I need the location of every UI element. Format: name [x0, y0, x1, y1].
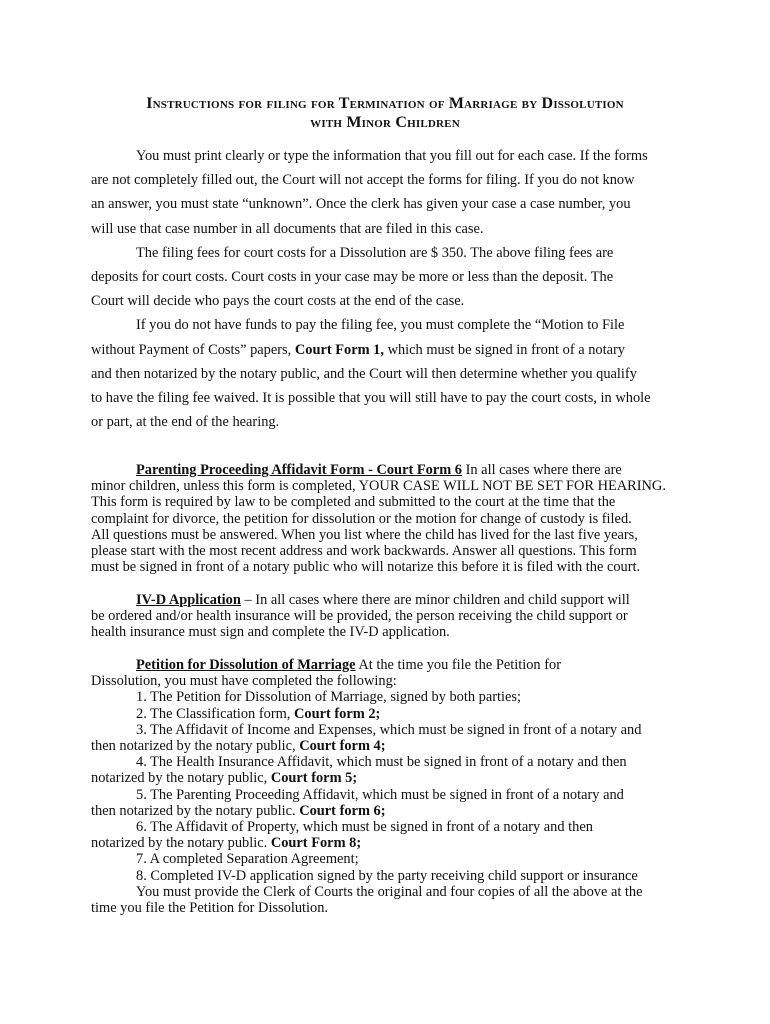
parenting-line: minor children, unless this form is completed, YOUR CASE WILL NOT BE SET FOR HEARING.	[91, 478, 666, 495]
intro-p3-line: to have the filing fee waived. It is possible that you will still have to pay the court costs, in whole	[91, 390, 651, 407]
closing-line: time you file the Petition for Dissolution.	[91, 900, 329, 917]
petition-line: Dissolution, you must have completed the following:	[91, 673, 397, 690]
petition-line	[91, 657, 689, 673]
list-item: 6. The Affidavit of Property, which must be signed in front of a notary and then	[136, 819, 593, 836]
list-item	[91, 706, 689, 722]
ivd-line	[91, 592, 689, 608]
parenting-line	[91, 462, 689, 478]
intro-p2-line: The filing fees for court costs for a Dissolution are $ 350. The above filing fees are	[136, 244, 614, 261]
parenting-line: All questions must be answered. When you list where the child has lived for the last five years,	[91, 526, 638, 543]
list-item-continuation	[91, 738, 689, 754]
intro-p1-line: an answer, you must state “unknown”. Once the clerk has given your case a case number, you	[91, 196, 631, 213]
list-item-continuation	[91, 770, 689, 786]
intro-p2-line: deposits for court costs. Court costs in your case may be more or less than the deposit. The	[91, 269, 614, 286]
list-item-text: notarized by the notary public.	[91, 835, 271, 852]
list-item-text: then notarized by the notary public,	[91, 738, 300, 755]
list-item-text: 2. The Classification form,	[136, 705, 295, 722]
list-item: 5. The Parenting Proceeding Affidavit, which must be signed in front of a notary and	[136, 786, 624, 803]
court-form-ref: Court form 5;	[270, 770, 358, 787]
list-item-text: then notarized by the notary public.	[91, 802, 300, 819]
intro-p3-line: or part, at the end of the hearing.	[91, 414, 280, 431]
petition-heading: Petition for Dissolution of Marriage	[136, 657, 356, 673]
intro-p3-line: If you do not have funds to pay the filing fee, you must complete the “Motion to File	[136, 317, 625, 334]
court-form-1-ref: Court Form 1,	[294, 341, 384, 358]
parenting-line: please start with the most recent address and work backwards. Answer all questions. This form	[91, 543, 637, 560]
parenting-line: complaint for divorce, the petition for dissolution or the motion for change of custody is filed.	[91, 510, 632, 527]
ivd-application-section	[91, 592, 689, 641]
document-title-line-1: Instructions for filing for Termination of Marriage by Dissolution	[146, 95, 624, 112]
intro-p3-line: and then notarized by the notary public, and the Court will then determine whether you qualify	[91, 365, 637, 382]
list-item: 7. A completed Separation Agreement;	[136, 851, 359, 868]
closing-line: You must provide the Clerk of Courts the original and four copies of all the above at the	[136, 883, 643, 900]
court-form-ref: Court form 6;	[299, 802, 386, 819]
intro-p2-line: Court will decide who pays the court costs at the end of the case.	[91, 293, 465, 310]
list-item-continuation	[91, 835, 689, 851]
parenting-heading: Parenting Proceeding Affidavit Form - Court Form 6	[136, 462, 462, 478]
intro-section	[91, 144, 691, 434]
ivd-line: health insurance must sign and complete the IV-D application.	[91, 624, 450, 641]
intro-p3-line	[91, 338, 691, 362]
ivd-line: be ordered and/or health insurance will be provided, the person receiving the child support or	[91, 608, 628, 625]
document-title-line-2: with Minor Children	[310, 114, 460, 131]
intro-p1-line: will use that case number in all documents that are filed in this case.	[91, 220, 484, 237]
list-item-text: notarized by the notary public,	[91, 770, 271, 787]
ivd-heading: IV-D Application	[136, 592, 241, 608]
parenting-text: In all cases where there are	[462, 462, 622, 478]
intro-p1-line: You must print clearly or type the information that you fill out for each case. If the forms	[136, 148, 648, 164]
intro-p3-text: which must be signed in front of a notary	[383, 341, 625, 358]
parenting-affidavit-section	[91, 462, 689, 575]
list-item: 4. The Health Insurance Affidavit, which must be signed in front of a notary and then	[136, 754, 627, 771]
ivd-text: – In all cases where there are minor children and child support will	[240, 592, 630, 608]
list-item: 8. Completed IV-D application signed by the party receiving child support or insurance	[136, 867, 638, 884]
court-form-ref: Court form 4;	[299, 738, 386, 755]
petition-section	[91, 657, 689, 916]
petition-text: At the time you file the Petition for	[355, 657, 561, 673]
intro-p1-line: are not completely filled out, the Court will not accept the forms for filing. If you do not know	[91, 172, 635, 189]
court-form-ref: Court Form 8;	[270, 835, 362, 852]
court-form-ref: Court form 2;	[294, 705, 381, 722]
list-item-continuation	[91, 803, 689, 819]
list-item: 1. The Petition for Dissolution of Marriage, signed by both parties;	[136, 689, 522, 706]
parenting-line: This form is required by law to be completed and submitted to the court at the time that the	[91, 494, 616, 511]
parenting-line: must be signed in front of a notary public who will notarize this before it is filed with the court.	[91, 559, 641, 576]
list-item: 3. The Affidavit of Income and Expenses, which must be signed in front of a notary and	[136, 721, 642, 738]
intro-p3-text: without Payment of Costs” papers,	[91, 341, 295, 358]
